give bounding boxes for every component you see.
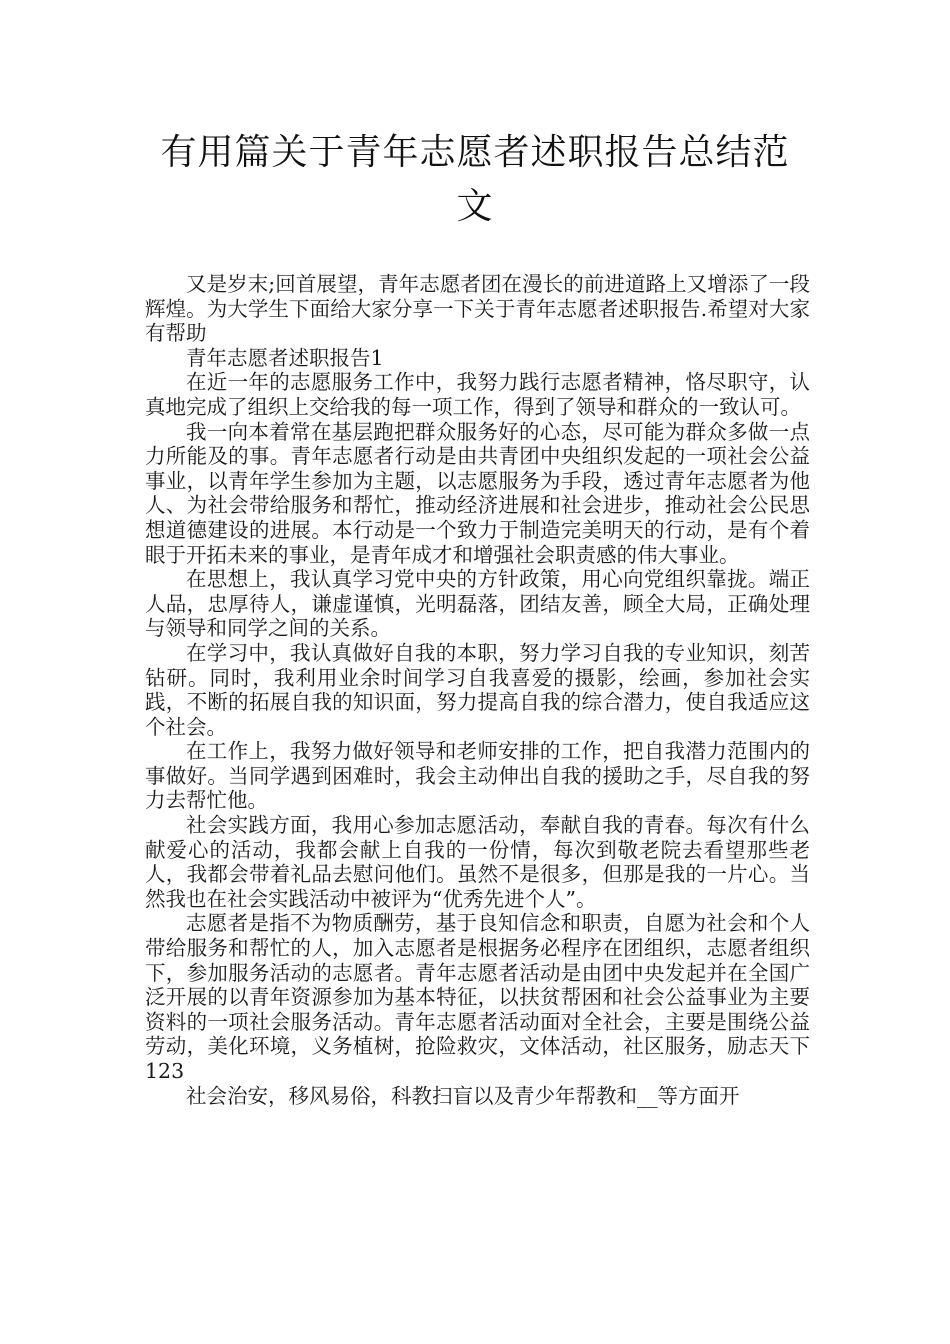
paragraph: 志愿者是指不为物质酬劳，基于良知信念和职责，自愿为社会和个人带给服务和帮忙的人，加入志愿者是根据务必程序在团组织，志愿者组织下，参加服务活动的志愿者。青年志愿者活动是由团中央发起并在全国广泛开展的以青年资源参加为基本特征，以扶贫帮困和社会公益事业为主要资料的一项社会服务活动。青年志愿者活动面对全社会，主要是围绕公益劳动，美化环境，义务植树，抢险救灾，文体活动，社区服务，励志天下123: [145, 911, 810, 1083]
paragraph-intro: 又是岁末;回首展望，青年志愿者团在漫长的前进道路上又增添了一段辉煌。为大学生下面给大家分享一下关于青年志愿者述职报告.希望对大家有帮助: [145, 272, 810, 346]
paragraph: 在思想上，我认真学习党中央的方针政策，用心向党组织靠拢。端正人品，忠厚待人，谦虚谨慎，光明磊落，团结友善，顾全大局，正确处理与领导和同学之间的关系。: [145, 567, 810, 641]
paragraph: 我一向本着常在基层跑把群众服务好的心态，尽可能为群众多做一点力所能及的事。青年志愿者行动是由共青团中央组织发起的一项社会公益事业，以青年学生参加为主题，以志愿服务为手段，透过青年志愿者为他人、为社会带给服务和帮忙，推动经济进展和社会进步，推动社会公民思想道德建设的进展。本行动是一个致力于制造完美明天的行动，是有个着眼于开拓未来的事业，是青年成才和增强社会职责感的伟大事业。: [145, 419, 810, 567]
paragraph: 在学习中，我认真做好自我的本职，努力学习自我的专业知识，刻苦钻研。同时，我利用业余时间学习自我喜爱的摄影，绘画，参加社会实践，不断的拓展自我的知识面，努力提高自我的综合潜力，使自我适应这个社会。: [145, 640, 810, 739]
document-body: [145, 272, 810, 1108]
paragraph: 在工作上，我努力做好领导和老师安排的工作，把自我潜力范围内的事做好。当同学遇到困难时，我会主动伸出自我的援助之手，尽自我的努力去帮忙他。: [145, 739, 810, 813]
paragraph: 社会治安，移风易俗，科教扫盲以及青少年帮教和__等方面开: [186, 1083, 740, 1108]
paragraph: 社会实践方面，我用心参加志愿活动，奉献自我的青春。每次有什么献爱心的活动，我都会献上自我的一份情，每次到敬老院去看望那些老人，我都会带着礼品去慰问他们。虽然不是很多，但那是我的一片心。当然我也在社会实践活动中被评为“优秀先进个人”。: [145, 813, 810, 911]
document-title: 有用篇关于青年志愿者述职报告总结范文: [160, 132, 790, 227]
paragraph: 在近一年的志愿服务工作中，我努力践行志愿者精神，恪尽职守，认真地完成了组织上交给我的每一项工作，得到了领导和群众的一致认可。: [145, 370, 810, 419]
section-heading: 青年志愿者述职报告1: [186, 345, 384, 370]
